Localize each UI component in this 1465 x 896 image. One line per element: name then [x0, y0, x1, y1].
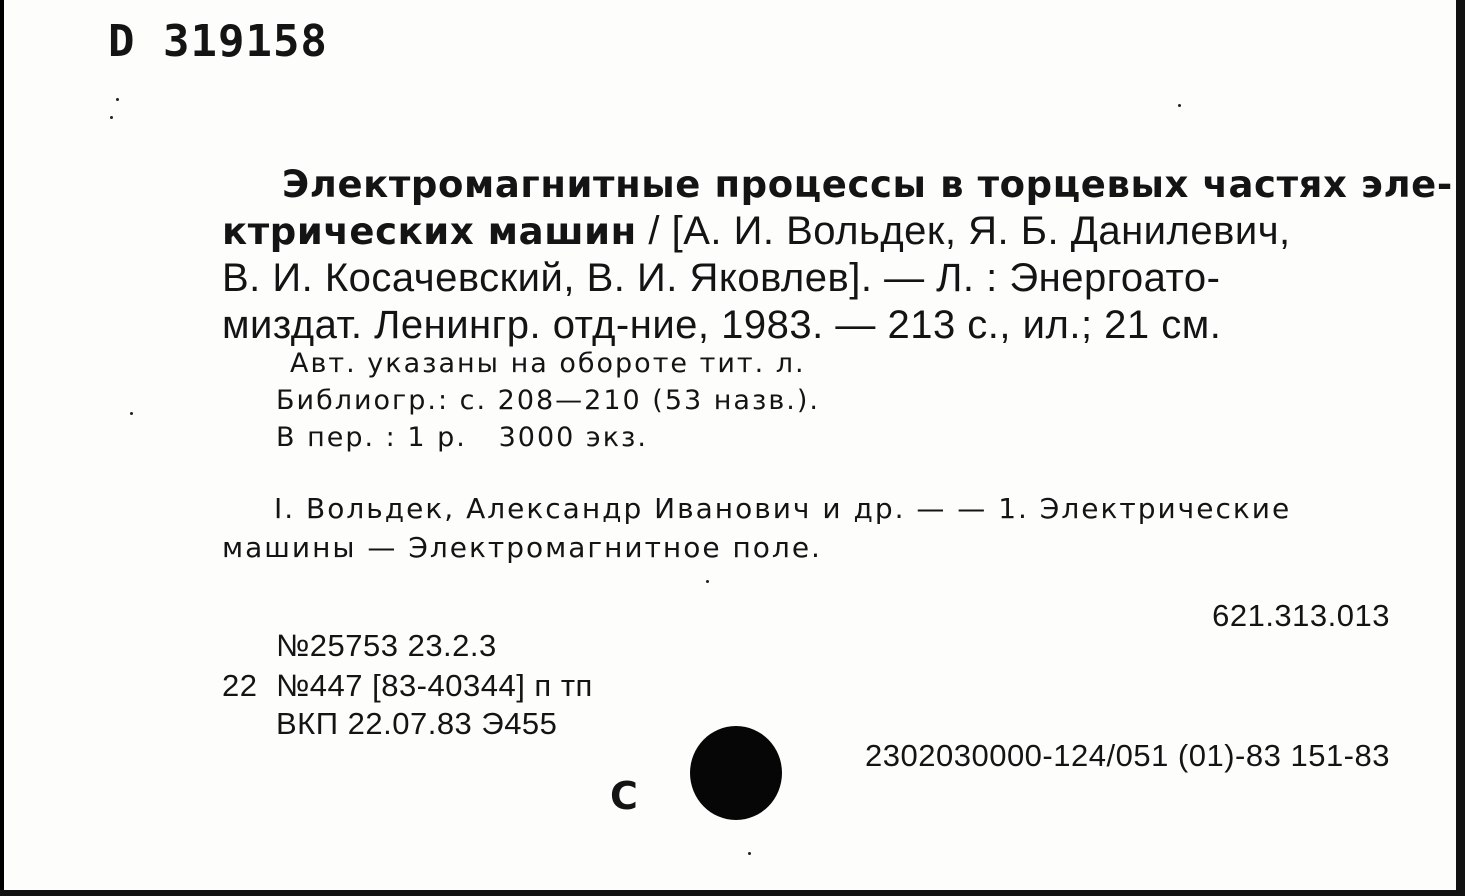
- subject-line-1: I. Вольдек, Александр Иванович и др. — — 1. Электрические: [274, 492, 1292, 525]
- registration-line-2: №447 [83-40344] п тп: [276, 668, 593, 703]
- speck: [748, 852, 751, 855]
- title-line-2-bold: ктрических машин: [222, 210, 637, 253]
- title-line-1: Электромагнитные процессы в торцевых частях эле-: [282, 163, 1453, 206]
- speck: [110, 116, 113, 119]
- shelfmark: D 319158: [108, 16, 328, 67]
- speck: [1178, 104, 1181, 107]
- card-edge-right: [1456, 0, 1465, 896]
- title-line-4: миздат. Ленингр. отд-ние, 1983. — 213 с., ил.; 21 см.: [222, 303, 1222, 347]
- catalog-card: [4, 0, 1456, 890]
- note-bibliography: Библиогр.: с. 208—210 (53 назв.).: [276, 385, 820, 416]
- registration-line-3: ВКП 22.07.83 Э455: [276, 706, 558, 741]
- seal-letter: С: [610, 774, 638, 818]
- seal-mark: [690, 726, 782, 820]
- card-edge-bottom: [0, 890, 1465, 896]
- speck: [116, 98, 119, 101]
- speck: [130, 412, 133, 415]
- note-price: В пер. : 1 р. 3000 экз.: [276, 422, 648, 453]
- title-line-3: В. И. Косачевский, В. И. Яковлев]. — Л. : Энергоато-: [222, 256, 1221, 300]
- subject-line-2: машины — Электромагнитное поле.: [222, 531, 822, 564]
- udc-code: 621.313.013: [1212, 598, 1390, 633]
- registration-line-1: №25753 23.2.3: [276, 628, 497, 663]
- catalog-code: 2302030000-124/051 (01)-83 151-83: [865, 738, 1390, 773]
- speck: [706, 580, 709, 583]
- title-line-2: ктрических машин / [А. И. Вольдек, Я. Б. Данилевич,: [222, 209, 1291, 253]
- registration-prefix: 22: [222, 668, 258, 703]
- note-authors: Авт. указаны на обороте тит. л.: [290, 348, 806, 379]
